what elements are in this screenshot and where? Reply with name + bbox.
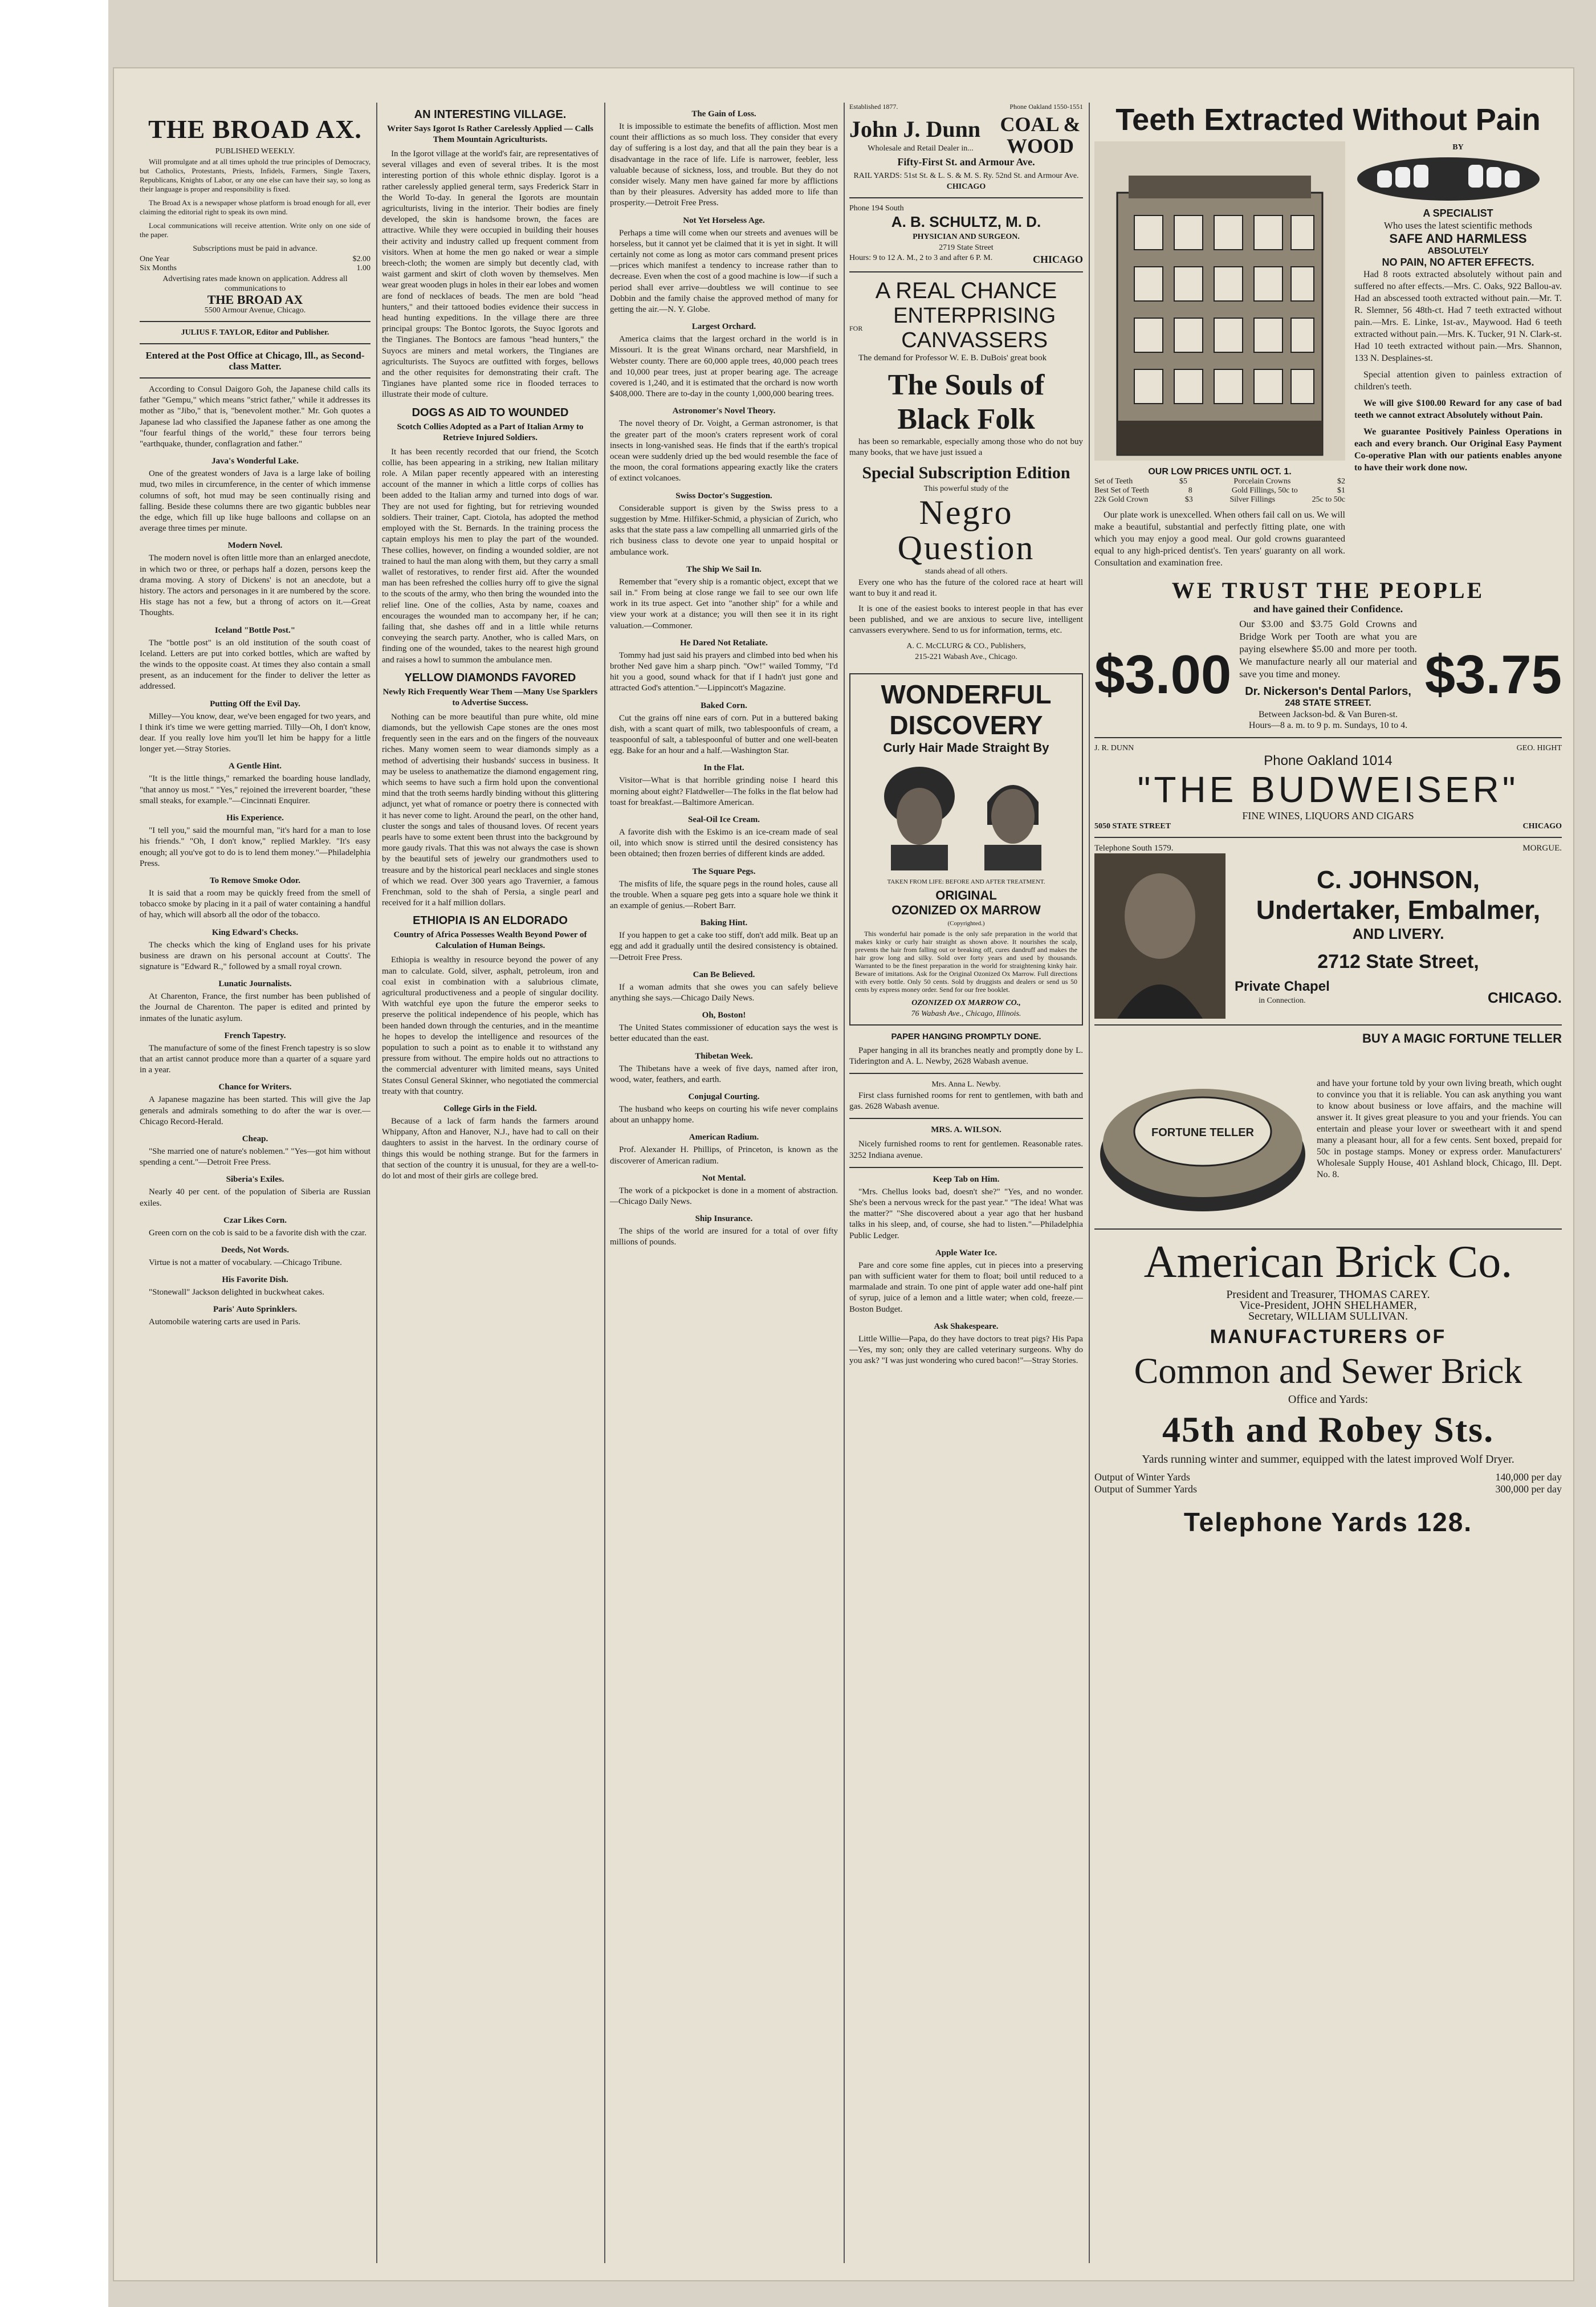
curly-hair: Curly Hair Made Straight By	[883, 740, 1049, 755]
owner: GEO. HIGHT	[1516, 744, 1562, 752]
schultz-name: A. B. SCHULTZ, M. D.	[891, 213, 1041, 230]
article-text: The husband who keeps on courting his wife never complains about an unhappy home.	[610, 1105, 838, 1125]
published-weekly: PUBLISHED WEEKLY.	[215, 147, 295, 156]
question-title: Question	[897, 528, 1035, 567]
trust-people: WE TRUST THE PEOPLE	[1171, 577, 1485, 603]
copyrighted: (Copyrighted.)	[947, 919, 985, 927]
budweiser-address: 5050 STATE STREET	[1094, 822, 1171, 831]
article-text: The modern novel is often little more than an enlarged anecdote, in which two or three, or perhaps half a dozen, persons keep the drama moving. A story of Dickens' is not an anecdote, but a history. The actors and personages in it are numbered by the score. His stage has not a few, but a throng of actors on it.—Great Thoughts.	[140, 554, 370, 618]
article-text: The United States commissioner of education says the west is better educated than the east.	[610, 1023, 838, 1044]
value: $3	[1184, 495, 1193, 504]
article-subhead: Country of Africa Possesses Wealth Beyond Power of Calculation of Human Beings.	[393, 930, 587, 951]
fortune-ad	[1094, 1046, 1562, 1217]
scan-margin	[0, 0, 108, 2307]
specialist: A SPECIALIST	[1423, 207, 1493, 219]
brick-yards: Yards running winter and summer, equipped with the latest improved Wolf Dryer.	[1142, 1453, 1514, 1466]
article-text: Milley—You know, dear, we've been engaged for two years, and I think it's time we were getting married. Tilly—Oh, I don't know, dear. If you really love him you'll let him be happy for a little longer yet.—Stray Stories.	[140, 711, 370, 754]
before-portrait-icon	[877, 762, 962, 870]
easiest-text: It is one of the easiest books to interest people in that has ever been published, and we are anxious to secure live, intelligent canvassers everywhere. Send to us for information, terms, etc.	[849, 604, 1083, 636]
divider	[849, 271, 1083, 272]
wilson-name: MRS. A. WILSON.	[931, 1125, 1001, 1135]
schultz-hours: Hours: 9 to 12 A. M., 2 to 3 and after 6 P. M.	[849, 254, 993, 262]
in-connection: in Connection.	[1259, 996, 1306, 1005]
nickerson: Dr. Nickerson's Dental Parlors,	[1245, 685, 1411, 698]
editor: JULIUS F. TAYLOR, Editor and Publisher.	[181, 328, 329, 337]
column-1	[140, 103, 370, 2263]
address: 5500 Armour Avenue, Chicago.	[204, 306, 306, 315]
article-headline: Iceland "Bottle Post."	[214, 625, 296, 635]
column-rule	[376, 103, 377, 2263]
article-text: It has been recently recorded that our friend, the Scotch collie, has been appearing in a striking, new Italian military role. A Milan paper recently appeared with an interesting account of the manner in which a little corps of collies has been added to the Italian army and turned into dogs of war. They are not used for fighting, but for retrieving wounded soldiers. Their trainer, Capt. Ciotola, has adopted the method employed with the St. Bernards. In the training process the captain employs his men to play the part of the wounded. These collies, however, on finding a wounded soldier, are not trained to haul the man along with them, but they carry a small wallet of restoratives, to render first aid. After the wounded man has been refreshed the collies hurry off to give the signal to the scouts of the army, who then bring the wounded into the relief line. One of the collies, Asta by name, coaxes and encourages the wounded man to accompany her, if he can; failing that, she dashes off and in a little while returns conveying the search party. Another, who is called Mars, on finding one of the wounded, takes to the nearest high ground and raises a howl to summon the ambulance men.	[382, 447, 598, 665]
article-text: In the Igorot village at the world's fair, are representatives of several villages and even of several tribes. It is the most interesting portion of this whole ethnic display. Igorot is a rather carelessly applied general term, says Frederick Starr in the World To-day. In general the Igorots are mountain agriculturists, living in the interior. Their bodies are finely developed, the skin is handsome brown, the faces are attractive. While they were occupied in building their houses their activity and industry called up frequent comment from visitors. When at home the men go naked or wear a simple breech-cloth; the women are simply but decently clad, with waist garment and skirt of cloth woven by themselves. Men wear great wooden plugs in holes in their ear lobes and women are fond of necklaces of beads. The men are bold "head hunters," and their tattooed bodies evidence their success in head hunting expeditions. In the village there are three principal groups: The Bontoc Igorots, the Suyoc Igorots and the Tingianes. The Bontocs are famous "head hunters," the Suyocs are miners and metal workers, the Tingianes are agriculturists. The Suyocs are outfitted with forges, bellows and the other requisites for demonstrating their craft. The Tingianes have planted some rice in flooded terraces to illustrate their mode of culture.	[382, 149, 598, 400]
every-one-text: Every one who has the future of the colored race at heart will want to buy it and read it.	[849, 577, 1083, 598]
private-chapel: Private Chapel	[1235, 978, 1330, 994]
latest-methods: Who uses the latest scientific methods	[1383, 220, 1533, 231]
article-headline: College Girls in the Field.	[443, 1104, 537, 1114]
telephone-yards: Telephone Yards 128.	[1183, 1507, 1473, 1537]
budweiser-phone: Phone Oakland 1014	[1264, 753, 1393, 768]
label: Six Months	[140, 264, 177, 272]
price-row	[1094, 477, 1345, 486]
value: 8	[1188, 486, 1192, 495]
label: One Year	[140, 255, 170, 263]
article-text: Nothing can be more beautiful than pure white, old mine diamonds, but the yellowish Cape stones are the ones most frequently seen in the ears and on the fingers of the nouveaux riches. Many women seem to wear diamonds simply as a method of advertising their husbands' success in business. It may be useless to anathematize the diamond engagement ring, which seems to have such a firm hold upon the conventional mind that the troth seems hardly binding without this glittering adjunct, yet what of romance or poetry there is connected with it has never come to light. Around the pearl, on the other hand, cluster the songs and tales of thousand loves. Of recent years pearls have to some extent been thrust into the background by more gaudy rivals. That this was not always the case is shown by the beautiful sets of jewelry our grandmothers used to treasure and by the historical pearl necklaces and single stones of which we read. Over 300 years ago Travernier, a famous Frenchman, sold to the shah of Persia, a single pearl and received for it a half million dollars.	[382, 712, 598, 908]
article-text: Prof. Alexander H. Phillips, of Princeton, is known as the discoverer of American radium.	[610, 1145, 838, 1166]
wilson-text: Nicely furnished rooms to rent for gentlemen. Reasonable rates. 3252 Indiana avenue.	[849, 1140, 1083, 1160]
article-headline: Conjugal Courting.	[688, 1092, 760, 1101]
article-text: America claims that the largest orchard in the world is in Missouri. It is the great Winans orchard, near Marshfield, in Webster county. There are 60,000 apple trees, 40,000 peach trees and 10,000 pear trees, just at proper bearing age. The acreage covered is 1,240, and it is estimated that the orchard is now worth $408,000. There are to-day in the county 1,000,000 bearing trees.	[610, 335, 838, 399]
article-headline: The Ship We Sail In.	[686, 564, 762, 574]
article-text: "I tell you," said the mournful man, "it's hard for a man to lose his friends." "Oh, I don't know," replied Markley. "It's easy enough; all you've got to do is to lend them money."—Philadelphia Press.	[140, 826, 370, 868]
mcclurg-address: 215-221 Wabash Ave., Chicago.	[915, 652, 1017, 661]
column-2	[382, 103, 598, 2263]
article-text: A favorite dish with the Eskimo is an ice-cream made of seal oil, into which snow is stirred until the desired consistency has been obtained; then frozen berries of different kinds are added.	[610, 827, 838, 859]
article-text: Little Willie—Papa, do they have doctors to treat pigs? His Papa—Yes, my son; only they are called veterinary surgeons. Why do you ask? "I was just wondering who cured bacon!"—Stray Stories.	[849, 1334, 1083, 1366]
between: Between Jackson-bd. & Van Buren-st.	[1258, 710, 1398, 719]
article-headline: Deeds, Not Words.	[221, 1245, 289, 1255]
stands-ahead: stands ahead of all others.	[925, 567, 1008, 576]
entered-note: Entered at the Post Office at Chicago, Ill., as Second-class Matter.	[145, 350, 365, 372]
brick-president: President and Treasurer, THOMAS CAREY.	[1226, 1288, 1430, 1301]
article-text: Tommy had just said his prayers and climbed into bed when his brother Ned gave him a sharp pinch. "Ow!" wailed Tommy, "I'd hit you a good, sound whack for that if I hadn't just gone and attracted God's attention."—Lippincott's Magazine.	[610, 650, 838, 693]
label: Gold Fillings, 50c to	[1231, 486, 1298, 495]
schultz-phone: Phone 194 South	[849, 204, 904, 213]
divider	[1094, 1228, 1562, 1230]
article-subhead: Newly Rich Frequently Wear Them —Many Use Sparklers to Advertise Success.	[382, 687, 598, 707]
article-headline: The Square Pegs.	[692, 866, 756, 876]
article-text: The work of a pickpocket is done in a moment of abstraction.—Chicago Daily News.	[610, 1186, 838, 1207]
label: 22k Gold Crown	[1094, 495, 1149, 504]
absolutely: ABSOLUTELY	[1427, 246, 1489, 256]
article-headline: Oh, Boston!	[702, 1011, 746, 1020]
article-text: Because of a lack of farm hands the farmers around Whippany, Afton and Hanover, N.J., have had to call on their daughters to assist in the harvest. In the ordinary course of things this would be nothing strange. But for the farmers in that section of the country it is unusual, for they are a well-to-do lot and most of their girls are college bred.	[382, 1117, 598, 1181]
brick-title: American Brick Co.	[1143, 1237, 1513, 1287]
article-headline: Paris' Auto Sprinklers.	[213, 1305, 298, 1315]
budweiser-city: CHICAGO	[1522, 822, 1562, 831]
fortune-headline: BUY A MAGIC FORTUNE TELLER	[1362, 1031, 1562, 1045]
address-name: THE BROAD AX	[207, 292, 303, 307]
johnson-city: CHICAGO.	[1488, 988, 1562, 1006]
policy-text: Will promulgate and at all times uphold the true principles of Democracy, but Catholics, Protestants, Priests, Infidels, Farmers, Single Taxers, Republicans, Knights of Labor, or any one else can have their say, so long as their language is proper and responsibility is fixed.	[140, 157, 370, 193]
chance-line-3: CANVASSERS	[901, 328, 1048, 352]
article-headline: To Remove Smoke Odor.	[210, 876, 300, 885]
value: $5	[1179, 477, 1187, 486]
dental-building-icon	[1094, 141, 1345, 461]
article-headline: DOGS AS AID TO WOUNDED	[412, 406, 569, 419]
divider	[140, 377, 370, 379]
article-headline: Putting Off the Evil Day.	[210, 699, 300, 709]
column-5	[1094, 103, 1562, 2263]
article-text: Automobile watering carts are used in Paris.	[149, 1317, 301, 1327]
label: Silver Fillings	[1229, 495, 1276, 504]
article-headline: Astronomer's Novel Theory.	[672, 406, 776, 416]
article-headline: Swiss Doctor's Suggestion.	[675, 491, 772, 501]
article-headline: Not Mental.	[702, 1173, 746, 1183]
divider	[849, 1167, 1083, 1168]
article-text: It is said that a room may be quickly freed from the smell of tobacco smoke by placing in it a pail of water containing a handful of hay, which will absorb all the odor of the tobacco.	[140, 888, 370, 920]
article-text: "Mrs. Chellus looks bad, doesn't she?" "Yes, and no wonder. She's been a nervous wreck for the past year." "The idea! What was the matter?" "She discovered about a year ago that her husband talks in his sleep, and, of course, she had to listen."—Philadelphia Public Ledger.	[849, 1187, 1083, 1240]
manufacturers: MANUFACTURERS OF	[1210, 1326, 1447, 1348]
column-rule	[844, 103, 845, 2263]
label: Porcelain Crowns	[1233, 477, 1291, 486]
divider	[849, 1118, 1083, 1119]
article-headline: Czar Likes Corn.	[223, 1215, 287, 1225]
budweiser-address-row	[1094, 822, 1562, 831]
safe-harmless: SAFE AND HARMLESS	[1389, 231, 1527, 246]
established: Established 1877.	[849, 103, 898, 111]
schultz-address: 2719 State Street	[939, 243, 994, 252]
column-3	[610, 103, 838, 2263]
article-headline: Modern Novel.	[227, 541, 283, 551]
intro-text: The Broad Ax is a newspaper whose platform is broad enough for all, ever claiming the editorial right to speak its own mind.	[140, 198, 370, 216]
masthead: THE BROAD AX.	[148, 115, 362, 144]
ox-marrow-ad	[849, 673, 1083, 1026]
divider	[1094, 837, 1562, 838]
dunn-header-row	[849, 103, 1083, 111]
newby-name: Mrs. Anna L. Newby.	[931, 1080, 1001, 1089]
divider	[1094, 737, 1562, 738]
newspaper-page	[114, 68, 1573, 2280]
plate-text: Our plate work is unexcelled. When others fail call on us. We will make a beautiful, substantial and perfectly fitting plate, one with which you may enjoy a good meal. Our gold crowns guaranteed equal to any high-priced dentist's. Ten years' guaranty on all work. Consultation and examination free.	[1094, 510, 1345, 568]
article-headline: Java's Wonderful Lake.	[211, 457, 299, 466]
article-text: According to Consul Daigoro Goh, the Japanese child calls its father "Gempu," which means "strict father," while it addresses its mother as "Jibo," that is, "benevolent mother." Mr. Goh quotes a Japanese lad who classified the Japanese father as one among the "four fearful things of the world," these four terrors being "earthquake, thunder, conflagration and father."	[140, 385, 370, 449]
johnson-top-row	[1094, 844, 1562, 853]
column-4	[849, 103, 1083, 2263]
article-subhead: Writer Says Igorot Is Rather Carelessly Applied — Calls Them Mountain Agriculturists.	[387, 124, 593, 144]
divider	[849, 197, 1083, 198]
dunn-coal-ad	[849, 113, 1083, 157]
robey-sts: 45th and Robey Sts.	[1162, 1409, 1495, 1450]
dunn-goods: COAL & WOOD	[1000, 113, 1081, 157]
article-text: The ships of the world are insured for a total of over fifty millions of pounds.	[610, 1227, 838, 1247]
dental-ad-top	[1094, 141, 1562, 573]
article-text: The misfits of life, the square pegs in the round holes, cause all the trouble. When a square peg gets into a square hole we think it an example of genius.—Robert Barr.	[610, 879, 838, 910]
newby-text: First class furnished rooms for rent to gentlemen, with bath and gas. 2628 Wabash avenue.	[849, 1091, 1083, 1112]
dunn-city: CHICAGO	[946, 182, 986, 191]
circulation-text: Local communications will receive attention. Write only on one side of the paper.	[140, 221, 370, 239]
article-headline: YELLOW DIAMONDS FAVORED	[404, 671, 576, 684]
price-left: $3.00	[1094, 644, 1232, 705]
article-text: Cut the grains off nine ears of corn. Put in a buttered baking dish, with a scant quart of milk, two tablespoonfuls of cream, a teaspoonful of salt, a tablespoonful of butter and one well-beaten egg. Bake for an hour and a half.—Washington Star.	[610, 713, 838, 756]
output-label: Output of Winter Yards	[1094, 1471, 1190, 1483]
article-text: A Japanese magazine has been started. This will give the Jap generals and admirals something to do after the war is over.—Chicago Record-Herald.	[140, 1095, 370, 1126]
souls-title-1: The Souls of	[887, 369, 1045, 402]
article-headline: Lunatic Journalists.	[218, 979, 292, 989]
article-text: One of the greatest wonders of Java is a large lake of boiling mud, two miles in circumference, in the center of which immense columns of soft, hot mud may be seen continually rising and falling. Beside these columns there are two gigantic bubbles near the edge, which fill up like huge balloons and collapse on an average three times per minute.	[140, 469, 370, 534]
article-headline: King Edward's Checks.	[211, 927, 299, 937]
divider	[849, 1073, 1083, 1074]
powerful-study: This powerful study of the	[923, 484, 1009, 493]
chance-for: FOR	[849, 324, 863, 332]
undertaker: Undertaker, Embalmer,	[1256, 894, 1541, 925]
article-headline: Ship Insurance.	[695, 1214, 753, 1224]
divider	[1094, 1024, 1562, 1026]
wonderful: WONDERFUL	[881, 679, 1052, 709]
article-headline: His Experience.	[226, 813, 284, 823]
office-yards: Office and Yards:	[1288, 1393, 1369, 1406]
article-text: Considerable support is given by the Swiss press to a suggestion by Mme. Hilfiker-Schmid, a physician of Zurich, who asks that the state pass a law compelling all unmarried girls of the rich business class to devote one year to unpaid hospital or ambulance work.	[610, 503, 838, 557]
value: $1	[1337, 486, 1345, 495]
reward: We will give $100.00 Reward for any case of bad teeth we cannot extract Absolutely without Pain.	[1354, 398, 1562, 420]
wines: FINE WINES, LIQUORS AND CIGARS	[1242, 810, 1414, 821]
label: Set of Teeth	[1094, 477, 1133, 486]
output-row	[1094, 1471, 1562, 1483]
special-edition: Special Subscription Edition	[862, 463, 1070, 482]
article-headline: ETHIOPIA IS AN ELDORADO	[413, 914, 568, 927]
article-headline: Cheap.	[242, 1134, 268, 1144]
paper-hanging-text: Paper hanging in all its branches neatly and promptly done by L. Tiderington and A. L. Newby, 2628 Wabash avenue.	[849, 1045, 1083, 1066]
hours: Hours—8 a. m. to 9 p. m. Sundays, 10 to 4.	[1248, 721, 1408, 730]
article-text: Green corn on the cob is said to be a favorite dish with the czar.	[149, 1228, 367, 1238]
column-rule	[1089, 103, 1090, 2263]
nickerson-address: 248 STATE STREET.	[1285, 698, 1371, 708]
johnson-address: 2712 State Street,	[1317, 950, 1479, 973]
fortune-teller-icon	[1094, 1046, 1311, 1217]
price-right: $3.75	[1424, 644, 1562, 705]
article-text: Nearly 40 per cent. of the population of Siberia are Russian exiles.	[140, 1187, 370, 1208]
article-text: If a woman admits that she owes you can safely believe anything she says.—Chicago Daily News.	[610, 982, 838, 1003]
ozonized-ox-marrow: OZONIZED OX MARROW	[891, 902, 1041, 917]
ox-address: 76 Wabash Ave., Chicago, Illinois.	[911, 1009, 1021, 1018]
chance-line-2: ENTERPRISING	[893, 304, 1056, 328]
article-headline: Can Be Believed.	[693, 970, 755, 979]
subscriptions-note: Subscriptions must be paid in advance.	[193, 245, 317, 253]
dunn-yards: RAIL YARDS: 51st St. & L. S. & M. S. Ry. 52nd St. and Armour Ave.	[853, 172, 1079, 180]
article-text: The Thibetans have a week of five days, named after iron, wood, water, feathers, and earth.	[610, 1064, 838, 1084]
original: ORIGINAL	[935, 888, 997, 902]
ox-company: OZONIZED OX MARROW CO.,	[911, 998, 1021, 1007]
article-text: Ethiopia is wealthy in resource beyond the power of any man to calculate. Gold, silver, asphalt, petroleum, iron and coal exist in combination with a salubrious climate, agricultural productiveness and a people of singular docility. With watchful eye upon the future the emperor seeks to preserve the political independence of his people, which has been handed down through the centuries, and in the meantime he hopes to develop the intelligence and resources of the population to such a point as to enable it to withstand any pressure from without. The empire holds out no attractions to the commercial adventurer with limited means, says United States Consul General Skinner, who negotiated the commercial treaty with that country.	[382, 955, 598, 1096]
souls-demand: The demand for Professor W. E. B. DuBois' great book	[858, 353, 1047, 363]
special-attention: Special attention given to painless extraction of children's teeth.	[1354, 370, 1562, 392]
dunn-address: Fifty-First St. and Armour Ave.	[897, 156, 1035, 168]
article-headline: Largest Orchard.	[691, 322, 756, 332]
article-text: The checks which the king of England uses for his private business are drawn on his personal account at Coutts'. The signature is "Edward R.," followed by a small royal crown.	[140, 940, 370, 971]
fortune-dial-label: FORTUNE TELLER	[1151, 1126, 1254, 1139]
output-value: 300,000 per day	[1495, 1483, 1562, 1495]
johnson-name: C. JOHNSON,	[1316, 865, 1480, 894]
livery: AND LIVERY.	[1352, 925, 1444, 942]
portrait-icon	[1094, 853, 1226, 1019]
divider	[140, 321, 370, 322]
price-row	[1094, 486, 1345, 495]
price-row	[140, 264, 370, 273]
article-subhead: Scotch Collies Adopted as a Part of Italian Army to Retrieve Injured Soldiers.	[397, 422, 584, 442]
article-headline: Chance for Writers.	[218, 1083, 292, 1092]
mcclurg: A. C. McCLURG & CO., Publishers,	[906, 641, 1026, 650]
article-headline: American Radium.	[689, 1133, 759, 1142]
brick-vice: Vice-President, JOHN SHELHAMER,	[1239, 1299, 1417, 1312]
chance-block	[849, 304, 1083, 353]
by: BY	[1452, 143, 1464, 152]
article-text: Virtue is not a matter of vocabulary. —Chicago Tribune.	[149, 1258, 342, 1267]
negro-title: Negro	[919, 493, 1013, 531]
fortune-text: and have your fortune told by your own living breath, which ought to convince you that it is reliable. You can ask anything you want to know about business or love affairs, and the machine will answer it. It gives great pleasure to you and your friends. You can entertain and please your lover or sweetheart with it and spend many a pleasant hour, all for a few cents. Sent boxed, prepaid for 50c in postage stamps. Money or express order. Manufacturers' Wholesale Supply House, 401 Ashland block, Chicago, Ill. Dept. No. 8.	[1317, 1079, 1562, 1179]
discovery: DISCOVERY	[889, 710, 1043, 740]
price-row	[140, 255, 370, 264]
teeth-headline: Teeth Extracted Without Pain	[1115, 103, 1541, 137]
johnson-telephone: Telephone South 1579.	[1094, 844, 1174, 853]
schultz-city: CHICAGO	[1032, 254, 1083, 265]
article-text: "Stonewall" Jackson delighted in buckwheat cakes.	[149, 1288, 324, 1297]
dunn-phone: Phone Oakland 1550-1551	[1009, 103, 1083, 111]
article-headline: AN INTERESTING VILLAGE.	[414, 108, 567, 121]
morgue: MORGUE.	[1522, 844, 1562, 853]
article-text: "It is the little things," remarked the boarding house landlady, "that annoy us most." "Yes," rejoined the irreverent boarder, "these small steaks, for example."—Cincinnati Enquirer.	[140, 774, 370, 805]
output-label: Output of Summer Yards	[1094, 1483, 1198, 1495]
article-text: Pare and core some fine apples, cut in pieces into a preserving pan with sufficient water for them to float; boil until reduced to a marmalade and strain. To one pint of apple water add one-half pint of syrup, juice of a lemon and a little water; when cold, freeze.—Boston Budget.	[849, 1260, 1083, 1314]
article-headline: Baked Corn.	[701, 701, 747, 710]
brick-secretary: Secretary, WILLIAM SULLIVAN.	[1248, 1310, 1408, 1323]
chapel-row	[1235, 979, 1562, 1007]
article-headline: Apple Water Ice.	[935, 1248, 997, 1258]
after-portrait-icon	[970, 762, 1056, 870]
guarantee: We guarantee Positively Painless Operations in each and every branch. Our Original Easy Payment Co-operative Plan with our patients enables anyone to have their work done now.	[1354, 427, 1562, 473]
crown-prices	[1094, 618, 1562, 731]
chance-line-1: A REAL CHANCE	[875, 278, 1057, 303]
output-row	[1094, 1483, 1562, 1495]
label: Best Set of Teeth	[1094, 486, 1149, 495]
value: $2	[1337, 477, 1345, 486]
souls-title-2: Black Folk	[897, 403, 1035, 436]
testimonials: Had 8 roots extracted absolutely without pain and suffered no after effects.—Mrs. C. Oaks, 922 Ballou-av. Had an abscessed tooth extracted without pain.—Mr. T. R. Slemner, 56 48th-ct. Had 7 teeth extracted without pain.—Mrs. E. Linke, 1st-av., Maywood. Had 6 teeth extracted without pain.—Mrs. K. Tucker, 91 N. Clark-st. Had 10 teeth extracted without pain.—Mrs. Shannon, 133 N. Desplaines-st.	[1354, 270, 1562, 363]
output-value: 140,000 per day	[1495, 1471, 1562, 1483]
article-headline: Thibetan Week.	[695, 1051, 753, 1061]
article-headline: Keep Tab on Him.	[933, 1174, 1000, 1184]
article-text: It is impossible to estimate the benefits of affliction. Most men count their afflictions as so much loss. They consider that every day of suffering is a lost day, and that all the pain they bear is a disadvantage in the race of life. Life is narrower, feebler, less valuable because of sickness, loss, and trouble. But they do not consider wisely. Many men have gained far more by afflictions than by their pleasures. Adversity has added more to life than prosperity.—Detroit Free Press.	[610, 122, 838, 208]
paper-hanging-headline: PAPER HANGING PROMPTLY DONE.	[891, 1031, 1041, 1041]
rates-note: Advertising rates made known on application. Address all communications to	[162, 275, 348, 293]
value: $2.00	[352, 255, 370, 263]
crowns-text: Our $3.00 and $3.75 Gold Crowns and Bridge Work per Tooth are what you are paying elsewhere $5.00 and more per tooth. We manufacture nearly all our material and save you time and money.	[1239, 619, 1417, 680]
schultz-hours-row	[849, 254, 1083, 266]
article-text: "She married one of nature's noblemen." "Yes—got him without spending a cent."—Detroit Free Press.	[140, 1146, 370, 1167]
article-headline: He Dared Not Retaliate.	[680, 638, 768, 648]
budweiser-owners	[1094, 744, 1562, 753]
article-text: Visitor—What is that horrible grinding noise I heard this morning about eight? Flatdweller—The folks in the flat below had toast for breakfast.—Baltimore American.	[610, 776, 838, 807]
taken-from-life: TAKEN FROM LIFE: BEFORE AND AFTER TREATMENT.	[887, 878, 1045, 885]
article-headline: The Gain of Loss.	[691, 109, 756, 119]
article-text: Perhaps a time will come when our streets and avenues will be horseless, but it cannot yet be claimed that it is yet in sight. It will certainly not come as long as motor cars command present prices—prices which manifest a tendency to increase rather than to decrease. Even when the cost of a good machine is low—if such a period shall ever arrive—doubtless we will continue to see Dobbin and the family chaise the approved method of many for getting the air.—N. Y. Globe.	[610, 228, 838, 315]
article-headline: In the Flat.	[703, 763, 744, 773]
dental-right	[1354, 141, 1562, 573]
dunn-subtitle: Wholesale and Retail Dealer in...	[868, 144, 974, 153]
article-headline: A Gentle Hint.	[229, 762, 282, 771]
article-headline: Baking Hint.	[700, 918, 748, 928]
value: 25c to 50c	[1312, 495, 1345, 504]
confidence: and have gained their Confidence.	[1253, 603, 1403, 615]
article-text: The "bottle post" is an old institution of the south coast of Iceland. Letters are put into corked bottles, which are wafted by the winds to the opposite coast. At times they also contain a small present, as an inducement for the finder to deliver the letter as addressed.	[140, 638, 370, 691]
schultz-title: PHYSICIAN AND SURGEON.	[913, 233, 1020, 241]
price-row	[1094, 495, 1345, 504]
article-text: The manufacture of some of the finest French tapestry is so slow that an artist cannot produce more than a quarter of a square yard in a year.	[140, 1043, 370, 1075]
article-headline: Seal-Oil Ice Cream.	[688, 815, 760, 824]
budweiser-title: "THE BUDWEISER"	[1137, 769, 1519, 810]
low-prices: OUR LOW PRICES UNTIL OCT. 1.	[1148, 467, 1292, 477]
article-headline: His Favorite Dish.	[222, 1275, 288, 1285]
article-headline: French Tapestry.	[224, 1031, 286, 1040]
article-headline: Not Yet Horseless Age.	[683, 215, 765, 225]
dental-left	[1094, 141, 1345, 573]
article-text: If you happen to get a cake too stiff, don't add milk. Beat up an egg and add it gradually until the desired consistency is obtained.—Detroit Free Press.	[610, 931, 838, 962]
common-brick: Common and Sewer Brick	[1134, 1350, 1522, 1391]
column-rule	[604, 103, 605, 2263]
teeth-logo-icon	[1354, 153, 1542, 205]
article-headline: Ask Shakespeare.	[934, 1321, 999, 1331]
owner: J. R. DUNN	[1094, 744, 1134, 752]
ox-body: This wonderful hair pomade is the only safe preparation in the world that makes kinky or curly hair straight as shown above. It nourishes the scalp, prevents the hair from falling out or breaking off, cures dandruff and makes the hair grow long and silky. Sold over forty years and used by thousands. Warranted to be the finest preparation in the world for straightening kinky hair. Beware of imitations. Ask for the Original Ozonized Ox Marrow. Full directions with every bottle. Only 50 cents. Sold by druggists and dealers or send us 50 cents by express money order. Send for our free booklet.	[855, 929, 1077, 994]
no-pain: NO PAIN, NO AFTER EFFECTS.	[1382, 257, 1534, 268]
johnson-ad	[1094, 853, 1562, 1019]
dunn-name: John J. Dunn	[849, 116, 981, 142]
article-text: Remember that "every ship is a romantic object, except that we sail in." From being at close range we fail to see our own life work in its true aspect. Get into "another ship" for a while and view your work at a distance; you will then see it in its right valuation.—Commoner.	[610, 577, 838, 630]
value: 1.00	[356, 264, 370, 272]
divider	[140, 343, 370, 344]
article-text: At Charenton, France, the first number has been published of the Journal de Charenton. The paper is edited and printed by inmates of the lunatic asylum.	[140, 992, 370, 1023]
article-text: The novel theory of Dr. Voight, a German astronomer, is that the greater part of the moon's craters represent work of coral insects in long-vanished seas. He finds that if the earth's tropical ocean were suddenly dried up the bed would resemble the face of the moon, the coral formations appearing exactly like the craters of extinct volcanoes.	[610, 419, 838, 483]
souls-text: has been so remarkable, especially among those who do not buy many books, that we have just issued a	[849, 437, 1083, 458]
portraits	[855, 762, 1077, 870]
article-headline: Siberia's Exiles.	[226, 1175, 284, 1185]
